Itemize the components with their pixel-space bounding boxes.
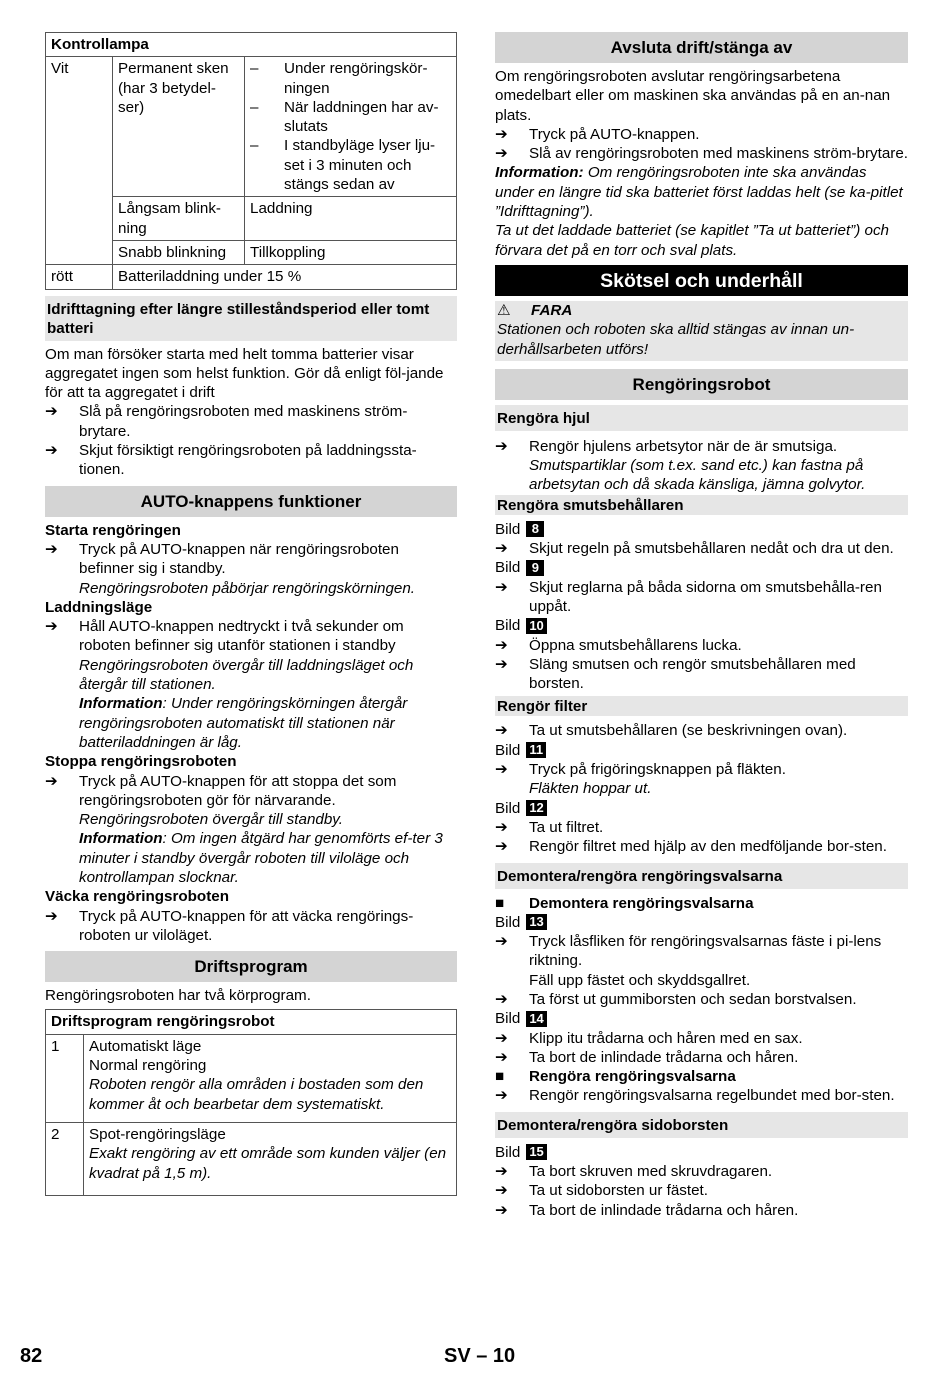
charge-title: Laddningsläge (45, 598, 153, 616)
figure-ref: Bild 15 (495, 1143, 908, 1162)
step: ➔ Ta ut smutsbehållaren (se beskrivningen ovan). (495, 722, 848, 740)
filter-heading: Rengör filter (495, 696, 908, 716)
mode-slow-blink: Långsam blink-ning (113, 197, 245, 241)
sido-heading: Demontera/rengöra sidoborsten (495, 1112, 908, 1138)
step: ➔ Skjut reglarna på båda sidorna om smutsbehålla-ren uppåt. (495, 578, 882, 615)
step: ➔ Klipp itu trådarna och håren med en sax. (495, 1029, 803, 1047)
wake-step: ➔ Tryck på AUTO-knappen för att väcka rengörings-roboten ur viloläget. (45, 907, 414, 944)
start-step: ➔ Tryck på AUTO-knappen när rengöringsroboten befinner sig i standby. (45, 540, 399, 578)
program-1: Automatiskt läge Normal rengöring Roboten rengör alla områden i bostaden som den kommer åt och bearbetar dem systematiskt. (84, 1034, 457, 1122)
avsluta-intro: Om rengöringsroboten avslutar rengöringsarbetena omedelbart eller om maskinen ska användas på en an-nan plats. (495, 68, 891, 124)
color-white: Vit (46, 57, 113, 265)
avsluta-info: Information: Om rengöringsroboten inte ska användas under en längre tid ska batteriet först laddas helt (se ka-pitlet ”Idrifttagning”). (495, 164, 903, 221)
mode-permanent-list: – Under rengöringskör-ningen – När laddningen har av-slutats – I standbyläge lyser lju-set i 3 minuten och stängs sedan av (245, 57, 457, 197)
mode-slow-blink-desc: Laddning (245, 197, 457, 241)
start-title: Starta rengöringen (45, 521, 181, 539)
step: ➔ Ta bort de inlindade trådarna och håren. (495, 1201, 799, 1219)
avsluta-step: ➔ Tryck på AUTO-knappen. (495, 125, 700, 143)
wake-title: Väcka rengöringsroboten (45, 888, 229, 906)
charge-note: Rengöringsroboten övergår till laddningsläget och återgår till stationen. (79, 656, 414, 694)
idrift-heading: Idrifttagning efter längre stilleståndsperiod eller tomt batteri (45, 296, 457, 341)
drift-table-title: Driftsprogram rengöringsrobot (46, 1010, 457, 1034)
danger-text: Stationen och roboten ska alltid stängas av innan un-derhållsarbeten utförs! (497, 321, 855, 358)
step: ➔ Släng smutsen och rengör smutsbehållaren med borsten. (495, 655, 856, 693)
page-label: SV – 10 (444, 1345, 516, 1367)
stop-note: Rengöringsroboten övergår till standby. (79, 811, 343, 829)
permanent-item: Under rengöringskör-ningen (284, 60, 428, 97)
drift-intro: Rengöringsroboten har två körprogram. (45, 987, 311, 1005)
charge-step: ➔ Håll AUTO-knappen nedtryckt i två sekunder om roboten befinner sig utanför stationen i standby (45, 618, 404, 655)
valsar-sub: ■ Rengöra rengöringsvalsarna (495, 1068, 736, 1086)
permanent-item: I standbyläge lyser lju-set i 3 minuten och stängs sedan av (284, 137, 436, 194)
valsar-heading: Demontera/rengöra rengöringsvalsarna (495, 863, 908, 889)
idrift-intro: Om man försöker starta med helt tomma batterier visar aggregatet ingen som helst funktion. Gör då enligt föl-jande för att ta aggregatet i drift (45, 345, 444, 402)
mode-fast-blink: Snabb blinkning (113, 240, 245, 264)
skotsel-heading: Skötsel och underhåll (495, 265, 908, 296)
step: ➔ Rengör filtret med hjälp av den medföljande bor-sten. (495, 838, 887, 856)
control-lamp-table (45, 32, 457, 290)
step: ➔ Rengör rengöringsvalsarna regelbundet med bor-sten. (495, 1087, 895, 1105)
valsar-sub: ■ Demontera rengöringsvalsarna (495, 894, 754, 912)
step: ➔ Tryck låsfliken för rengöringsvalsarnas fäste i pi-lens riktning. (495, 933, 882, 970)
note: Fäll upp fästet och skyddsgallret. (529, 971, 751, 989)
drift-heading: Driftsprogram (45, 951, 457, 982)
mode-permanent: Permanent sken (har 3 betydel-ser) (113, 57, 245, 197)
step: ➔ Ta ut filtret. (495, 818, 604, 836)
figure-ref: Bild 12 (495, 799, 908, 818)
avsluta-step: ➔ Slå av rengöringsroboten med maskinens ström-brytare. (495, 145, 909, 163)
stop-title: Stoppa rengöringsroboten (45, 753, 237, 771)
stop-step: ➔ Tryck på AUTO-knappen för att stoppa det som rengöringsroboten gör för närvarande. (45, 772, 397, 809)
idrift-step: ➔ Skjut försiktigt rengöringsroboten på laddningssta-tionen. (45, 442, 417, 479)
step: ➔ Tryck på frigöringsknappen på fläkten. (495, 761, 786, 779)
auto-heading: AUTO-knappens funktioner (45, 486, 457, 517)
program-number: 2 (46, 1122, 84, 1195)
step: ➔ Ta bort skruven med skruvdragaren. (495, 1163, 773, 1181)
left-column (45, 32, 457, 1196)
program-2: Spot-rengöringsläge Exakt rengöring av ett område som kunden väljer (en kvadrat på 1,5 m). (84, 1122, 457, 1195)
figure-ref: Bild 14 (495, 1009, 908, 1028)
hjul-note: Smutspartiklar (som t.ex. sand etc.) kan fastna på arbetsytan och då skada känsliga, jämna golvytor. (529, 457, 866, 494)
step: ➔ Ta först ut gummiborsten och sedan borstvalsen. (495, 990, 857, 1008)
program-number: 1 (46, 1034, 84, 1122)
drift-table (45, 1009, 457, 1195)
note: Fläkten hoppar ut. (529, 780, 652, 798)
warning-icon: ⚠ (497, 301, 511, 319)
step: ➔ Skjut regeln på smutsbehållaren nedåt och dra ut den. (495, 540, 894, 558)
step: ➔ Ta bort de inlindade trådarna och håren. (495, 1048, 799, 1066)
figure-ref: Bild 10 (495, 616, 908, 635)
figure-ref: Bild 13 (495, 913, 908, 932)
page-number: 82 (20, 1345, 43, 1367)
danger-box (495, 301, 908, 361)
figure-ref: Bild 11 (495, 741, 908, 760)
figure-ref: Bild 9 (495, 558, 908, 577)
control-lamp-title: Kontrollampa (46, 33, 457, 57)
charge-info: Information: Under rengöringskörningen återgår rengöringsroboten automatiskt till stationen när batteriladdningen är låg. (79, 695, 408, 751)
avsluta-heading: Avsluta drift/stänga av (495, 32, 908, 63)
robot-heading: Rengöringsrobot (495, 369, 908, 400)
hjul-step: ➔ Rengör hjulens arbetsytor när de är smutsiga. (495, 437, 838, 455)
red-desc: Batteriladdning under 15 % (113, 265, 457, 289)
color-red: rött (46, 265, 113, 289)
danger-label: FARA (531, 301, 573, 319)
start-note: Rengöringsroboten påbörjar rengöringskörningen. (79, 579, 416, 597)
stop-info: Information: Om ingen åtgärd har genomförts ef-ter 3 minuter i standby övergår roboten till viloläge och kontrollampan slocknar. (79, 830, 443, 886)
step: ➔ Ta ut sidoborsten ur fästet. (495, 1182, 708, 1200)
idrift-step: ➔ Slå på rengöringsroboten med maskinens ström-brytare. (45, 403, 408, 440)
avsluta-note: Ta ut det laddade batteriet (se kapitlet ”Ta ut batteriet”) och förvara det på en torr och sval plats. (495, 222, 889, 259)
hjul-heading: Rengöra hjul (495, 405, 908, 431)
smuts-heading: Rengöra smutsbehållaren (495, 495, 908, 515)
step: ➔ Öppna smutsbehållarens lucka. (495, 636, 742, 654)
right-column (495, 32, 908, 1220)
mode-fast-blink-desc: Tillkoppling (245, 240, 457, 264)
permanent-item: När laddningen har av-slutats (284, 98, 439, 136)
figure-ref: Bild 8 (495, 520, 908, 539)
